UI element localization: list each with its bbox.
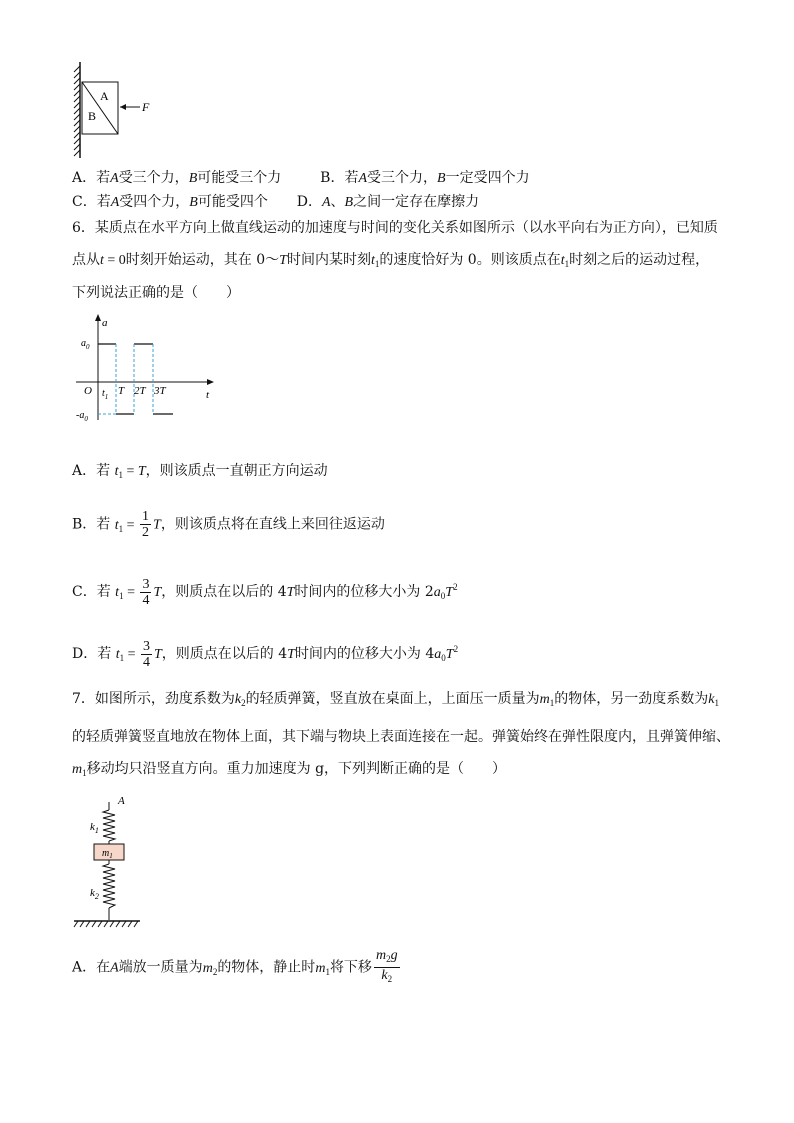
label-a: A (100, 89, 109, 103)
q6-stem-line2: 点从t = 0时刻开始运动，其在 0～T时间内某时刻$t_1$的速度恰好为 0。则该质点在$t_1$时刻之后的运动过程， (72, 252, 710, 269)
label-b: B (88, 109, 97, 123)
label-f: F (142, 100, 150, 114)
q5-option-d[interactable]: D．A、B之间一定存在摩擦力 (296, 194, 480, 210)
a-axis-label: a (102, 317, 108, 329)
q5-option-a[interactable]: A．若A受三个力，B可能受三个力 (72, 170, 282, 186)
q6-option-a[interactable]: A．若 $t_1 = T$，则该质点一直朝正方向运动 (72, 463, 328, 480)
spring-k1 (103, 810, 115, 841)
q6-stem-line1: 6．某质点在水平方向上做直线运动的加速度与时间的变化关系如图所示（以水平向右为正方向），已知质 (72, 220, 718, 236)
q5-options-row2 (72, 193, 479, 212)
k2-label: $k_2$ (90, 887, 99, 901)
spring-k2 (103, 864, 115, 908)
point-a-label: A (118, 795, 125, 807)
q5-options-row1 (72, 169, 530, 188)
neg-a0-label: $-a_0$ (76, 410, 88, 423)
q6-option-d[interactable]: D．若 $t_1$ = $\frac{3}{4}$ T，则质点在以后的 4T时间内的位移大小为 $4a_0T^2$ (72, 638, 459, 670)
force-arrowhead (120, 104, 126, 110)
figure-blocks-ab (66, 60, 166, 162)
t-axis-arrow (207, 379, 214, 385)
table-hatching (74, 921, 138, 927)
q7-spring-figure (72, 790, 152, 930)
m1-label: $m_1$ (102, 848, 113, 860)
q7-stem-line2: 的轻质弹簧竖直地放在物体上面，其下端与物块上表面连接在一起。弹簧始终在弹性限度内，且弹簧伸缩、 (72, 729, 730, 745)
origin-label: O (84, 385, 92, 397)
q5-option-c[interactable]: C．若A受四个力，B可能受四个 (72, 194, 268, 210)
3T-tick-label: 3T (154, 385, 166, 397)
t-axis-label: t (206, 389, 210, 401)
a-axis-arrow (95, 314, 101, 321)
q6-acceleration-graph (72, 312, 222, 428)
q6-option-b[interactable]: B．若 $t_1$ = $\frac{1}{2}$ T，则该质点将在直线上来回往返运动 (72, 509, 385, 540)
q6-stem-line3: 下列说法正确的是（ ） (72, 285, 240, 301)
q6-option-c[interactable]: C．若 $t_1$ = $\frac{3}{4}$ T，则质点在以后的 4T时间内的位移大小为 $2a_0T^2$ (72, 576, 458, 608)
q7-stem-line3: $m_1$移动均只沿竖直方向。重力加速度为 g，下列判断正确的是（ ） (72, 761, 507, 778)
wall-hatching (74, 66, 80, 156)
t1-tick-label: $t_1$ (102, 388, 109, 401)
k1-label: $k_1$ (90, 821, 99, 835)
q7-stem-line1: 7．如图所示，劲度系数为$k_2$的轻质弹簧，竖直放在桌面上，上面压一质量为$m_1$的物体，另一劲度系数为$k_1$ (72, 691, 719, 708)
q5-option-b[interactable]: B．若A受三个力，B一定受四个力 (320, 170, 530, 186)
T-tick-label: T (118, 385, 125, 397)
a0-label: $a_0$ (81, 338, 90, 351)
2T-tick-label: 2T (134, 385, 146, 397)
q7-option-a[interactable]: A．在A端放一质量为$m_2$的物体，静止时$m_1$将下移 $\frac{m_2g}{k_2}$ (72, 948, 402, 989)
